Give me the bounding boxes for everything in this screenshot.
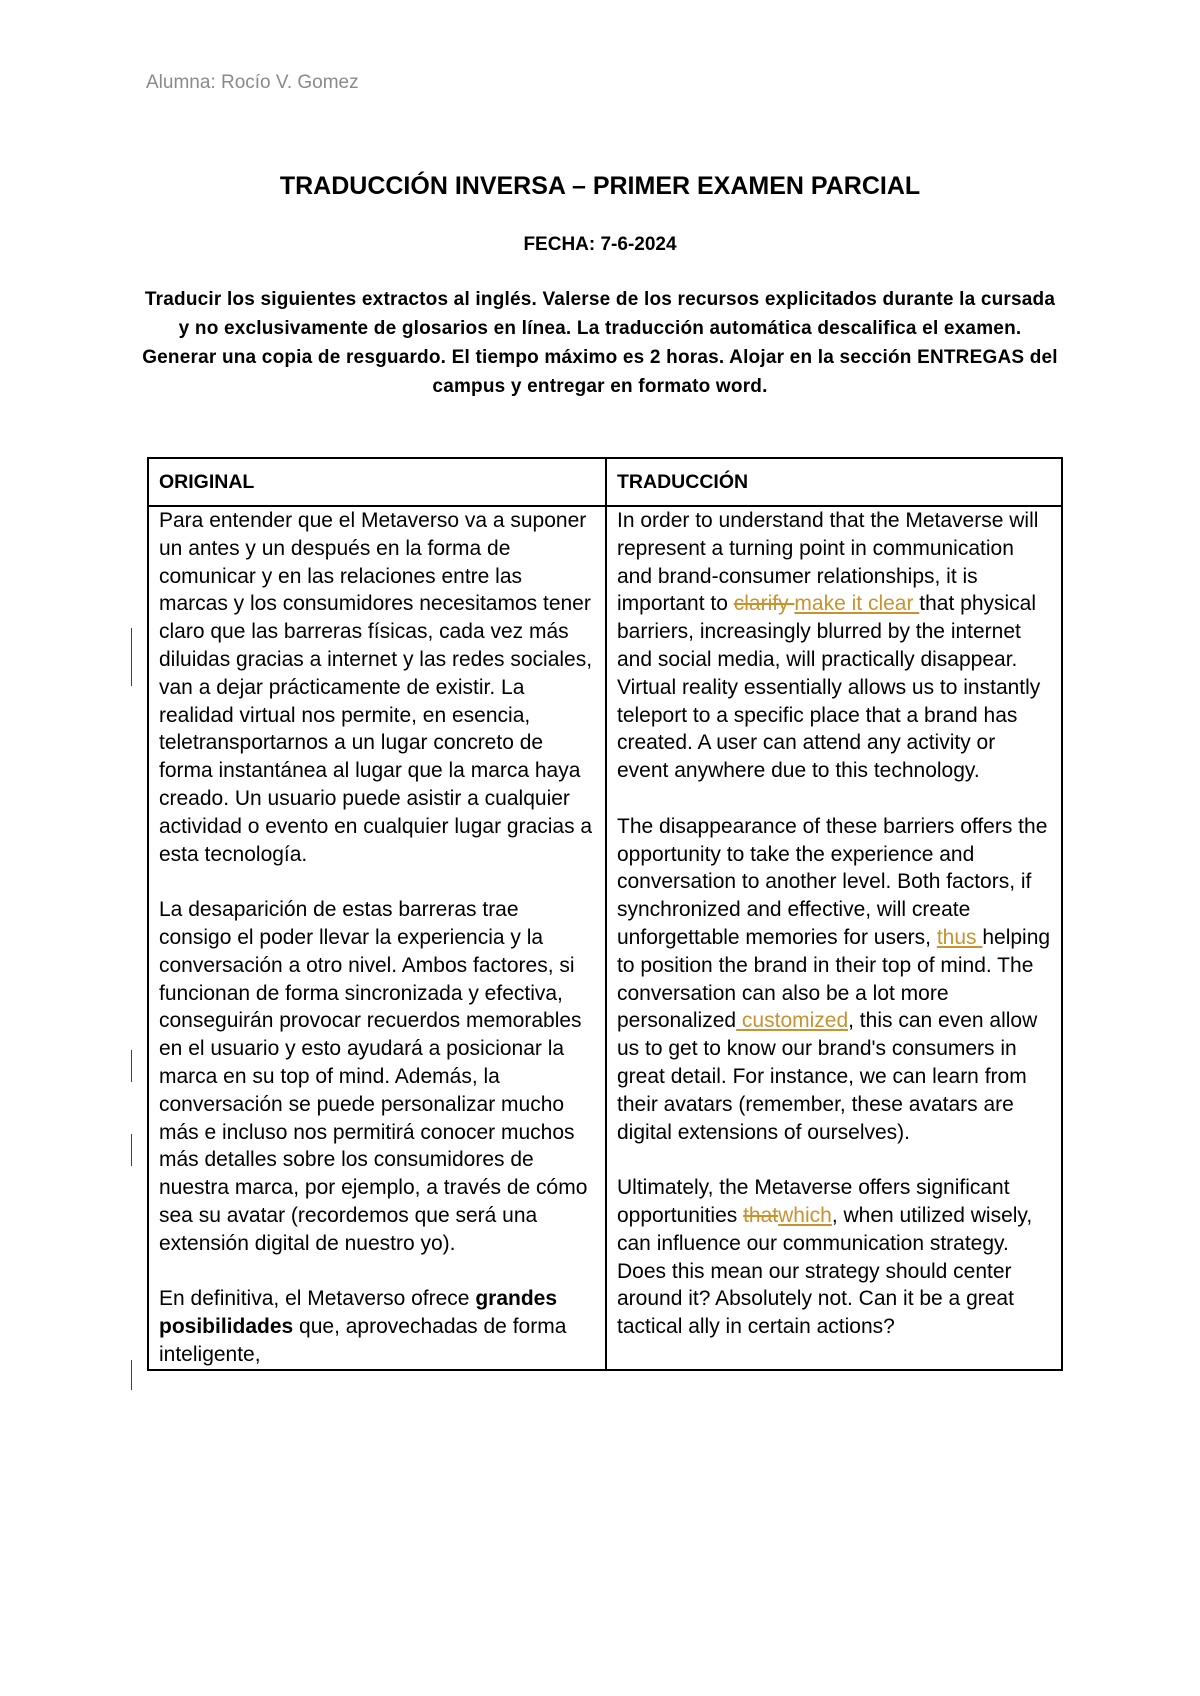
change-bar [131, 1050, 132, 1082]
bold-text-run: grandes posibilidades [159, 1287, 558, 1339]
student-name: Alumna: Rocío V. Gomez [146, 72, 359, 93]
text-run: In order to understand that the Metaverse will represent a turning point in communication and brand-consumer relationships, it is important to [617, 509, 1039, 616]
text-run: , when utilized wisely, can influence our communication strategy. Does this mean our strategy should center around it? Absolutely not. Can it be a great tactical ally in certain actions? [617, 1203, 1033, 1339]
column-header-original: ORIGINAL [148, 458, 606, 506]
tracked-insertion: customized [736, 1009, 849, 1033]
translation-paragraph-2 [617, 813, 1051, 1147]
translation-paragraph-3 [617, 1174, 1051, 1341]
tracked-insertion: which [778, 1203, 832, 1227]
change-bar [131, 628, 132, 686]
exam-date: FECHA: 7-6-2024 [523, 234, 677, 255]
text-run: helping to position the brand in their top of mind. The conversation can also be a lot more personalized [617, 925, 1051, 1033]
text-run: , this can even allow us to get to know our brand's consumers in great detail. For instance, we can learn from their avatars (remember, these avatars are digital extensions of ourselves). [617, 1009, 1038, 1144]
tracked-insertion: make it clear [794, 592, 920, 616]
table-row [148, 506, 1062, 1370]
text-run: En definitiva, el Metaverso ofrece [159, 1287, 476, 1311]
change-bar [131, 1134, 132, 1166]
text-run: that physical barriers, increasingly blurred by the internet and social media, will practically disappear. Virtual reality essentially allows us to instantly teleport to a specific place that a brand has created. A user can attend any activity or event anywhere due to this technology. [617, 592, 1041, 783]
original-text-cell[interactable] [148, 506, 606, 1370]
tracked-insertion: thus [936, 925, 983, 949]
original-paragraph-1: Para entender que el Metaverso va a suponer un antes y un después en la forma de comunicar y en las relaciones entre las marcas y los consumidores necesitamos tener claro que las barreras físicas, cada vez más diluidas gracias a internet y las redes sociales, van a dejar prácticamente de existir. La realidad virtual nos permite, en esencia, teletransportarnos a un lugar concreto de forma instantánea al lugar que la marca haya creado. Un usuario puede asistir a cualquier actividad o evento en cualquier lugar gracias a esta tecnología. [159, 509, 593, 866]
text-run: Ultimately, the Metaverse offers significant opportunities [617, 1176, 1010, 1227]
exam-instructions: Traducir los siguientes extractos al inglés. Valerse de los recursos explicitados durante la cursada y no exclusivamente de glosarios en línea. La traducción automática descalifica el examen. Generar una copia de resguardo. El tiempo máximo es 2 horas. Alojar en la sección ENTREGAS del campus y entregar en formato word. [142, 289, 1058, 397]
translation-text-cell[interactable] [606, 506, 1062, 1370]
table-header-row [148, 458, 1062, 506]
document-title: TRADUCCIÓN INVERSA – PRIMER EXAMEN PARCIAL [279, 172, 921, 200]
tracked-deletion: clarify [733, 592, 795, 616]
original-paragraph-2: La desaparición de estas barreras trae consigo el poder llevar la experiencia y la conversación a otro nivel. Ambos factores, si funcionan de forma sincronizada y efectiva, conseguirán provocar recuerdos memorables en el usuario y esto ayudará a posicionar la marca en su top of mind. Además, la conversación se puede personalizar mucho más e incluso nos permitirá conocer muchos más detalles sobre los consumidores de nuestra marca, por ejemplo, a través de cómo sea su avatar (recordemos que será una extensión digital de nuestro yo). [159, 898, 588, 1255]
text-run: que, aprovechadas de forma inteligente, [159, 1315, 567, 1366]
text-run: The disappearance of these barriers offers the opportunity to take the experience and conversation to another level. Both factors, if synchronized and effective, will create unforgettable memories for users, [617, 814, 1048, 949]
original-paragraph-3 [159, 1285, 595, 1368]
change-bar [131, 1360, 132, 1390]
tracked-deletion: that [743, 1203, 779, 1227]
column-header-translation: TRADUCCIÓN [606, 458, 1062, 506]
translation-table [147, 457, 1063, 1371]
translation-paragraph-1 [617, 507, 1051, 785]
